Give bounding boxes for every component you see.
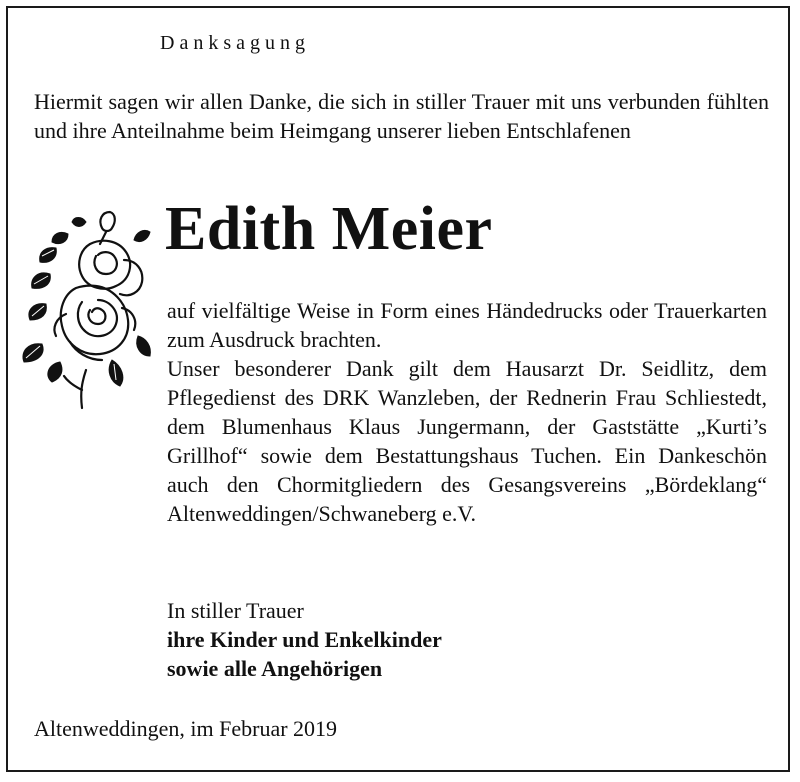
thanks-text (167, 296, 767, 528)
deceased-name: Edith Meier (165, 195, 493, 263)
place-date: Altenweddingen, im Februar 2019 (34, 716, 338, 741)
notice-heading: Danksagung (160, 32, 310, 54)
rose-icon (16, 210, 164, 410)
thanks-paragraph-2: Unser besonderer Dank gilt dem Hausarzt Dr. Seidlitz, dem Pflegedienst des DRK Wanzleben, der Rednerin Frau Schliestedt, dem Blumenhaus Klaus Jungermann, der Gaststätte „Kurti’s Grillhof“ sowie dem Bestattungshaus Tuchen. Ein Dankeschön auch den Chormitgliedern des Gesangsvereins „Bördeklang“ Altenweddingen/Schwaneberg e.V. (167, 356, 767, 526)
thanks-paragraph-1: auf vielfältige Weise in Form eines Händedrucks oder Trauerkarten zum Ausdruck brachten. (167, 298, 767, 352)
closing-line: In stiller Trauer (167, 598, 304, 623)
intro-text: Hiermit sagen wir allen Danke, die sich in stiller Trauer mit uns verbunden fühlten und ihre Anteilnahme beim Heimgang unserer lieben Entschlafenen (34, 89, 769, 143)
signature-relatives: sowie alle Angehörigen (167, 656, 383, 681)
signature-block (167, 596, 442, 683)
signature-children: ihre Kinder und Enkelkinder (167, 627, 442, 652)
